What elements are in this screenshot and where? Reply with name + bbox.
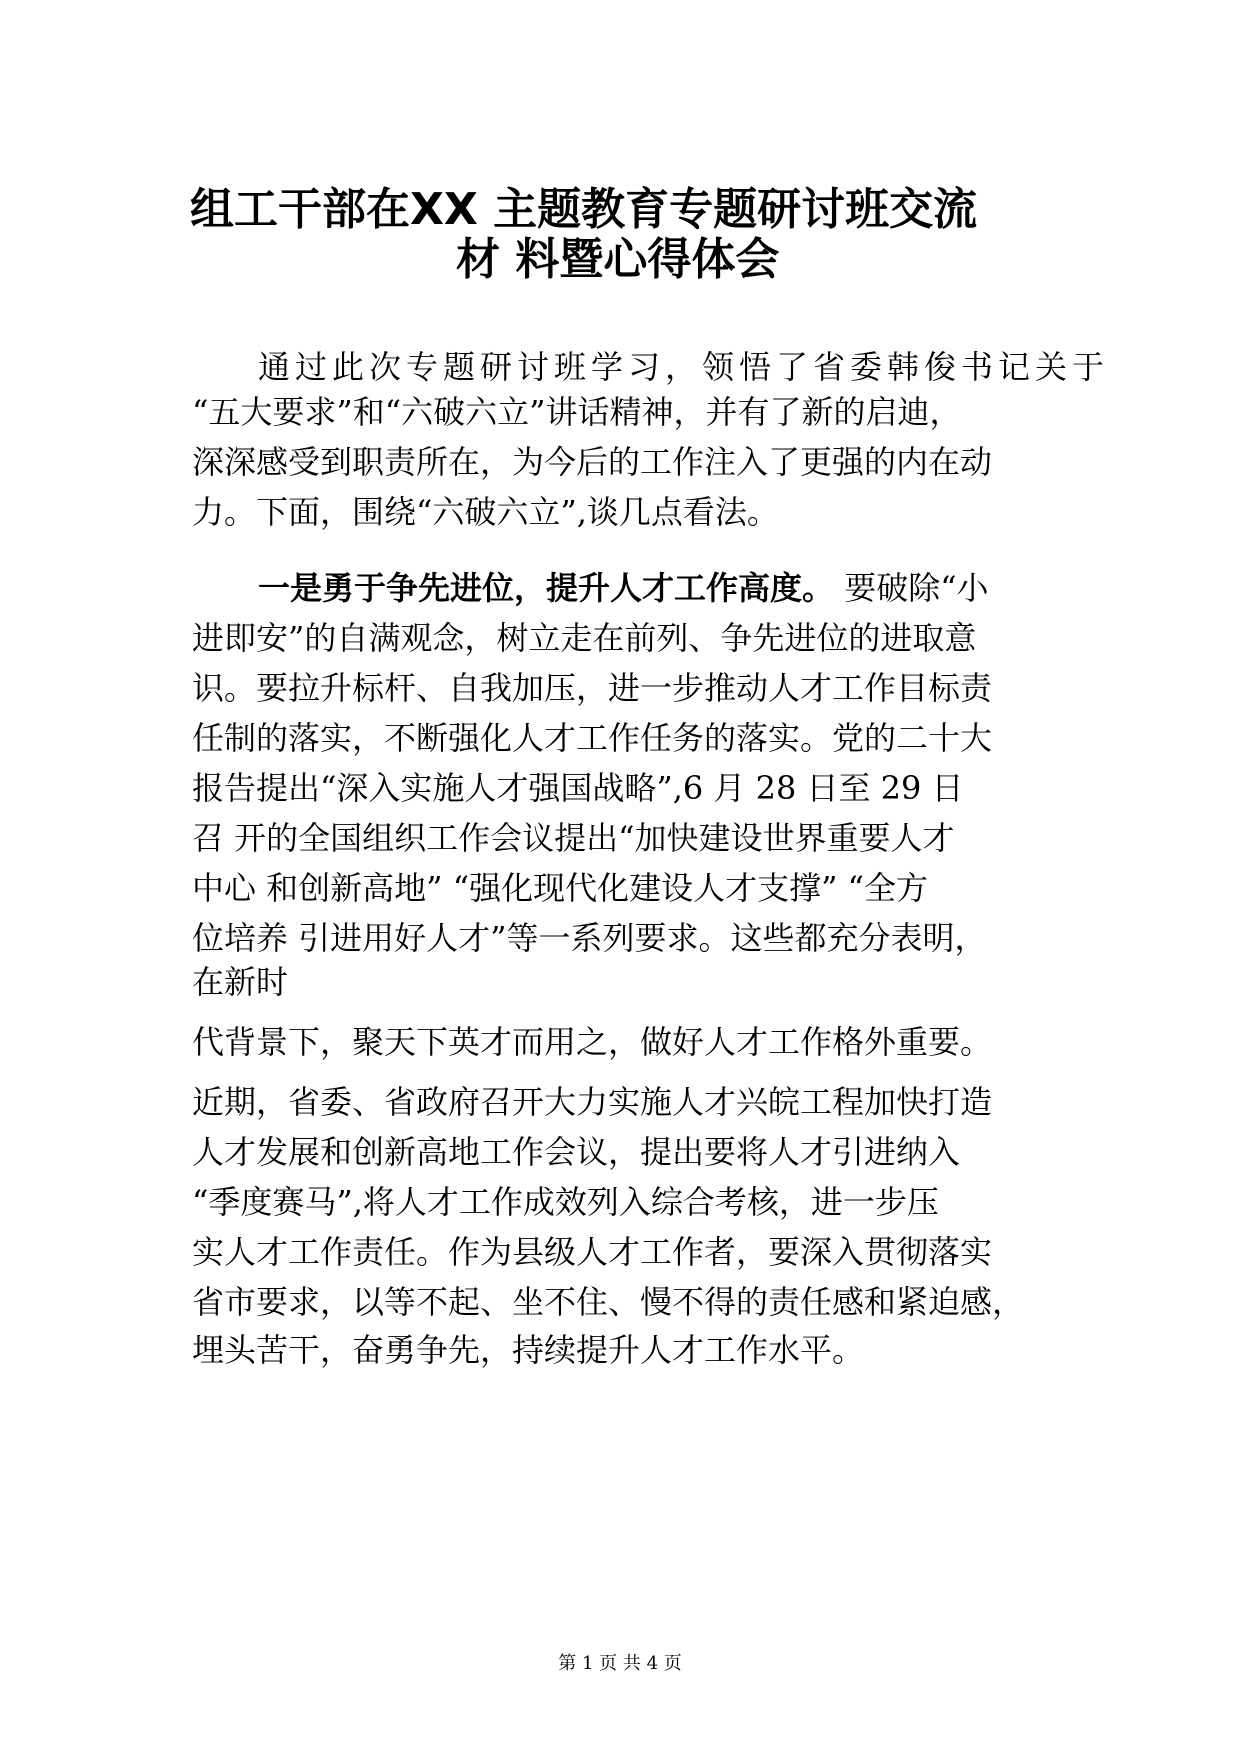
intro-line-1: 通过此次专题研讨班学习，领悟了省委韩俊书记关于 xyxy=(258,348,1110,386)
section1-line-14: 实人才工作责任。作为县级人才工作者，要深入贯彻落实 xyxy=(192,1233,993,1271)
section1-line-13: “季度赛马”,将人才工作成效列入综合考核，进一步压 xyxy=(192,1183,939,1221)
section1-line-5: 报告提出“深入实施人才强国战略”,6 月 28 日至 29 日 xyxy=(192,769,964,807)
section1-line-3: 识。要拉升标杆、自我加压，进一步推动人才工作目标责 xyxy=(192,669,993,707)
section1-line-11: 近期，省委、省政府召开大力实施人才兴皖工程加快打造 xyxy=(192,1083,993,1121)
section1-first-line-rest: 要破除“小 xyxy=(834,569,989,607)
document-title-line-2: 材 料暨心得体会 xyxy=(456,234,780,285)
section1-line-9: 在新时 xyxy=(192,963,289,1001)
section1-line-8: 位培养 引进用好人才”等一系列要求。这些都充分表明， xyxy=(192,919,987,957)
section1-line-4: 任制的落实，不断强化人才工作任务的落实。党的二十大 xyxy=(192,719,993,757)
intro-line-4: 力。下面，围绕“六破六立”,谈几点看法。 xyxy=(192,493,779,531)
section1-line-2: 进即安”的自满观念，树立走在前列、争先进位的进取意 xyxy=(192,619,977,657)
intro-line-2: “五大要求”和“六破六立”讲话精神，并有了新的启迪， xyxy=(192,393,962,431)
section1-line-6: 召 开的全国组织工作会议提出“加快建设世界重要人才 xyxy=(192,819,955,857)
section1-line-12: 人才发展和创新高地工作会议，提出要将人才引进纳入 xyxy=(192,1133,961,1171)
document-title-line-1: 组工干部在XX 主题教育专题研讨班交流 xyxy=(190,184,978,235)
page-indicator: 第 1 页 共 4 页 xyxy=(558,1653,682,1674)
section1-line-15: 省市要求，以等不起、坐不住、慢不得的责任感和紧迫感， xyxy=(192,1283,1025,1321)
section1-first-line xyxy=(258,568,989,608)
section1-heading: 一是勇于争先进位，提升人才工作高度。 xyxy=(258,569,835,607)
intro-line-3: 深深感受到职责所在，为今后的工作注入了更强的内在动 xyxy=(192,443,993,481)
section1-line-16: 埋头苦干，奋勇争先，持续提升人才工作水平。 xyxy=(192,1331,865,1369)
section1-line-7: 中心 和创新高地” “强化现代化建设人才支撑” “全方 xyxy=(192,869,928,907)
section1-line-10: 代背景下，聚天下英才而用之，做好人才工作格外重要。 xyxy=(192,1023,993,1061)
